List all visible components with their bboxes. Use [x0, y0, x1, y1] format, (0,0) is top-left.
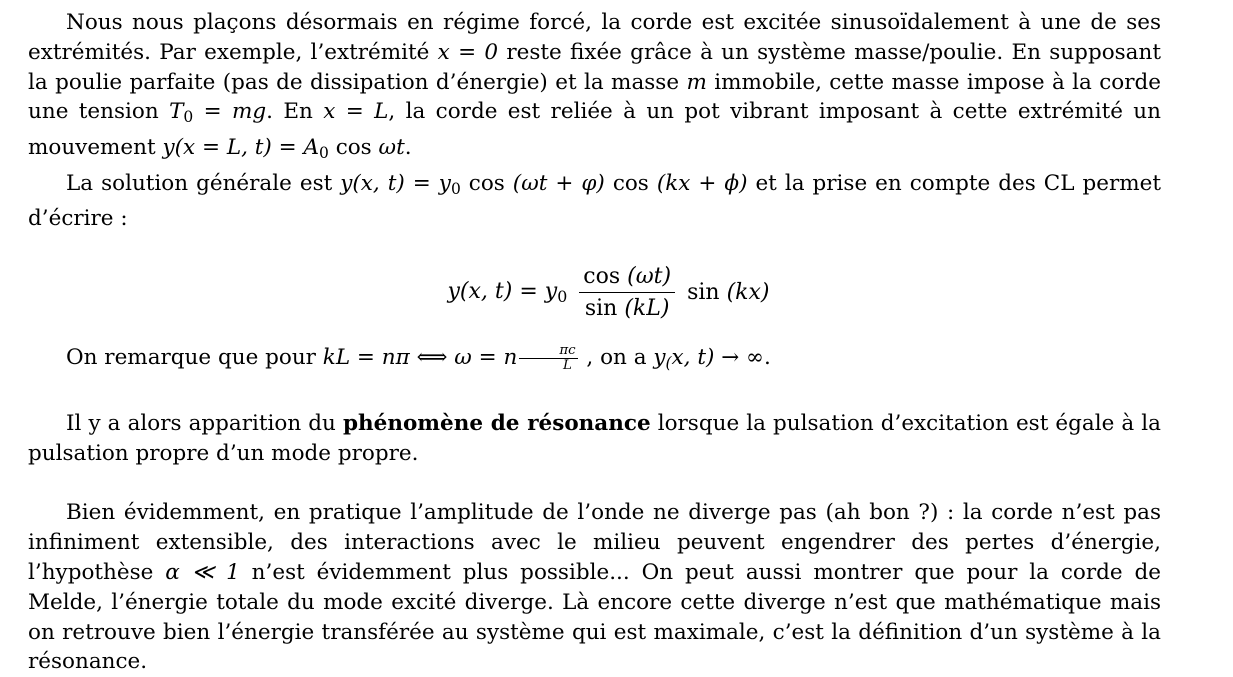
math-arg: (kL) — [617, 296, 670, 322]
math-motion: y(x = L, t) = A — [162, 135, 320, 161]
paragraph-general-solution — [28, 169, 1161, 234]
text: Bien évidemment, en pratique l’amplitude de l’onde ne diverge pas (ah bon ?) : la corde n’est pas infiniment extensible, des interactions avec le milieu peuvent engendrer des pertes d’énergie, l’hypothèse — [28, 500, 1161, 585]
math-omega-t: ωt — [371, 135, 405, 161]
display-equation — [28, 264, 1161, 321]
bold-term: phénomène de résonance — [342, 410, 651, 436]
math-alpha-condition: α ≪ 1 — [165, 560, 240, 585]
math-cos: cos — [460, 170, 505, 196]
math-mg: = mg — [193, 99, 267, 125]
math-general-solution: y(x, t) = y — [340, 170, 451, 196]
math-arg: (kx + ϕ) — [648, 170, 748, 196]
text: . — [763, 345, 771, 371]
text: immobile, cette masse impose à la corde une tension — [28, 69, 1162, 125]
paragraph-remark — [28, 343, 1161, 379]
math-subscript: 0 — [183, 108, 194, 127]
math-subscript: ( — [665, 354, 672, 373]
math-subscript: 0 — [319, 143, 329, 162]
fraction-denominator — [581, 293, 674, 321]
math-arg: (ωt) — [620, 264, 672, 290]
math-cos: cos — [604, 170, 649, 196]
math-cos: cos — [328, 135, 372, 161]
fraction-denominator: L — [563, 357, 572, 373]
math-y: y — [653, 345, 666, 371]
text: reste fixée grâce à un système masse/poulie. En supposant la poulie parfaite (pas de dissipation d’énergie) et la masse — [28, 39, 1161, 95]
fraction-numerator: πc — [519, 344, 577, 359]
text: . En — [266, 99, 324, 125]
math-resonance-condition: kL = nπ ⟺ ω = n — [322, 345, 518, 371]
math-sin: sin — [584, 296, 618, 322]
text: n’est évidemment plus possible... On peut aussi montrer que pour la corde de Melde, l’énergie totale du mode excité diverge. Là encore cette diverge n’est que mathématique mais on retrouve bien l’énergie transférée au système qui est maximale, c’est la définition d’un système à la résonance. — [28, 560, 1161, 675]
math-T: T — [169, 99, 184, 125]
math-arg: (kx) — [719, 280, 770, 306]
text: Nous nous plaçons désormais en régime forcé, la corde est excitée sinusoïdalement à une de ses extrémités. Par exemple, l’extrémité — [28, 10, 1161, 65]
math-subscript: 0 — [450, 179, 461, 198]
paragraph-discussion — [28, 498, 1161, 677]
math-arg: (ωt + φ) — [504, 170, 605, 196]
text: La solution générale est — [66, 170, 341, 196]
text: , la corde est reliée à un pot vibrant imposant à cette extrémité un mouvement — [28, 99, 1161, 161]
text: . — [404, 135, 412, 161]
paragraph-forced-regime — [28, 8, 1161, 169]
math-sin: sin — [687, 280, 720, 306]
math-lhs: y(x, t) = y — [447, 279, 558, 305]
math-cos: cos — [583, 264, 621, 290]
text: On remarque que pour — [66, 345, 323, 371]
paragraph-resonance — [28, 409, 1161, 469]
fraction — [579, 264, 675, 321]
math-subscript: 0 — [557, 287, 568, 307]
inline-fraction — [519, 344, 577, 373]
text: et la prise en compte des CL permet d’écrire : — [28, 170, 1162, 232]
math-limit: x, t) → ∞ — [671, 345, 764, 371]
text: lorsque la pulsation d’excitation est égale à la pulsation propre d’un mode propre. — [28, 410, 1161, 466]
math-x-equals-0: x = 0 — [437, 39, 499, 65]
text: , on a — [579, 345, 654, 371]
fraction-numerator — [579, 264, 675, 293]
math-m: m — [686, 69, 707, 95]
text: Il y a alors apparition du — [66, 410, 343, 436]
math-x-equals-L: x = L — [323, 99, 389, 125]
